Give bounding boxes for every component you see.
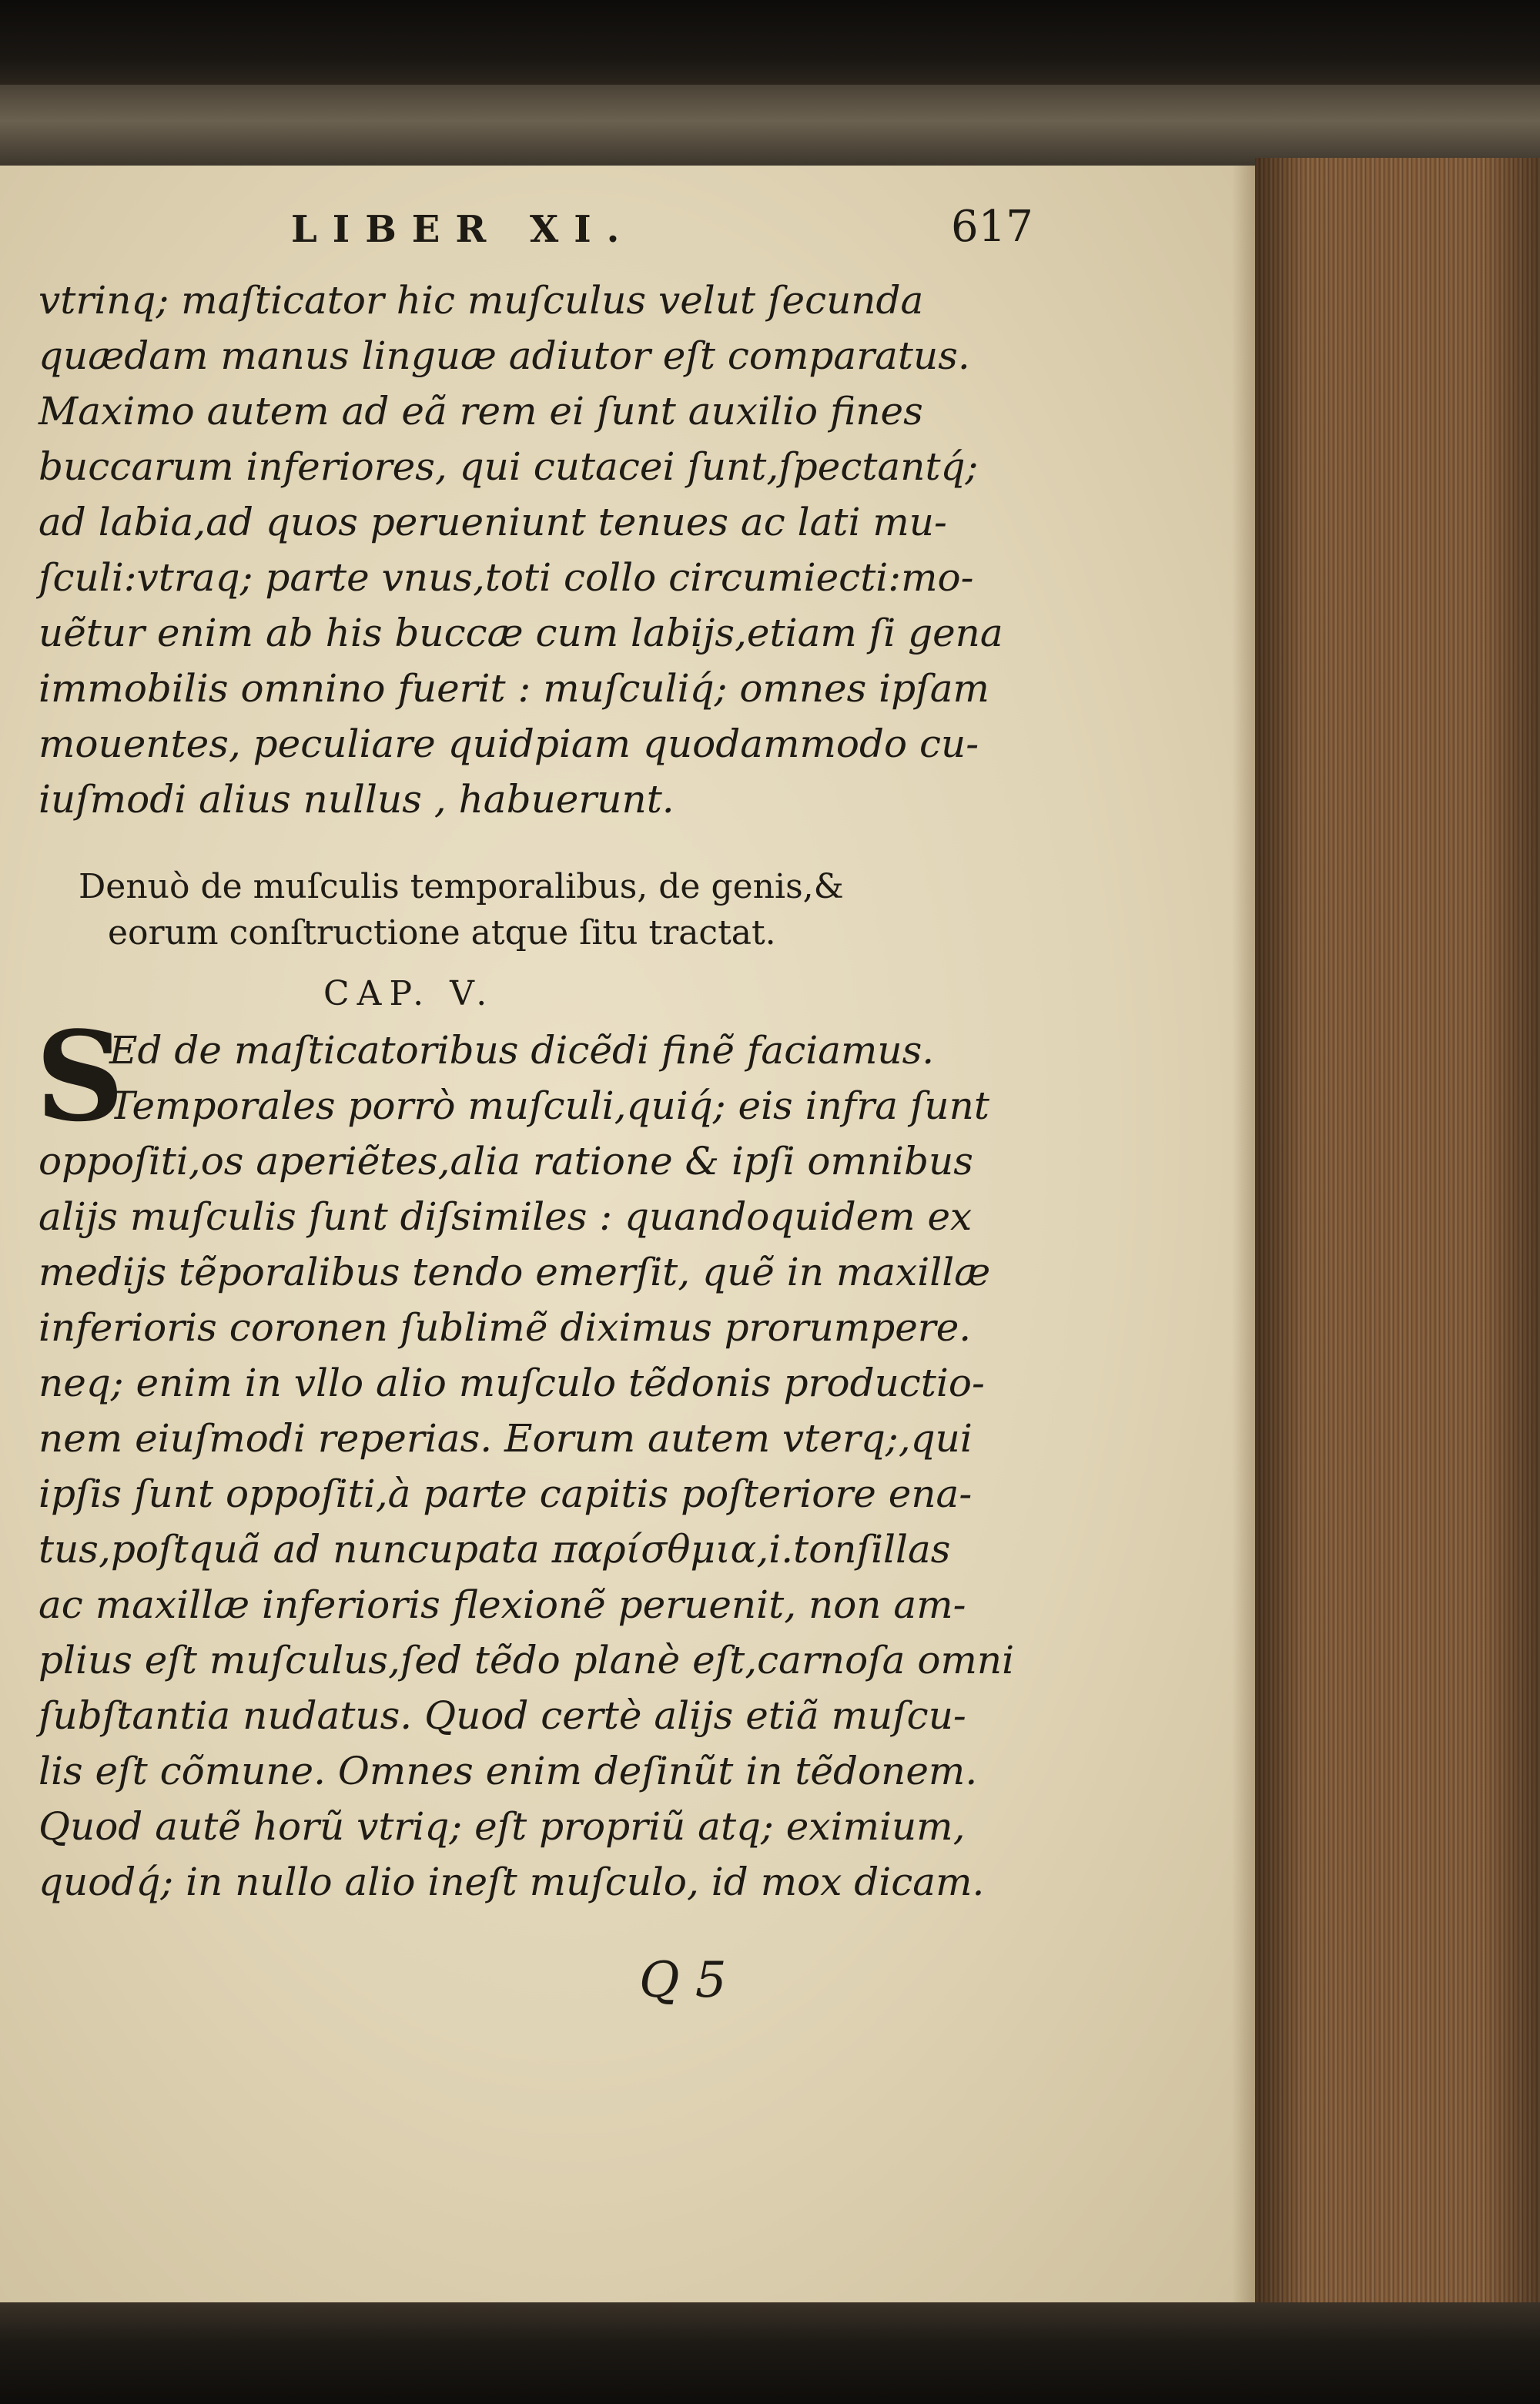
- page-number: 617: [951, 202, 1033, 252]
- text-line: lis eſt cõmune. Omnes enim deſinũt in tẽdonem.: [38, 1749, 978, 1793]
- text-line: alijs muſculis ſunt diſsimiles : quandoquidem ex: [38, 1194, 973, 1239]
- text-line: plius eſt muſculus,ſed tẽdo planè eſt,carnoſa omni: [38, 1638, 1015, 1682]
- text-line: iuſmodi alius nullus , habuerunt.: [38, 777, 675, 822]
- chapter-summary-line: eorum conſtructione atque ſitu tractat.: [108, 913, 776, 953]
- text-line: Ed de maſticatoribus dicẽdi finẽ faciamus.: [109, 1028, 935, 1073]
- background-bottom: [0, 2302, 1540, 2404]
- signature-mark: Q 5: [639, 1952, 727, 2009]
- text-line: immobilis omnino fuerit : muſculiq́; omnes ipſam: [38, 666, 989, 711]
- text-line: ac maxillæ inferioris flexionẽ peruenit, non am-: [38, 1582, 966, 1627]
- text-line: medijs tẽporalibus tendo emerſit, quẽ in maxillæ: [38, 1250, 991, 1294]
- text-line: ſubſtantia nudatus. Quod certè alijs etiã muſcu-: [38, 1693, 966, 1738]
- text-line: mouentes, peculiare quidpiam quodammodo cu-: [38, 722, 979, 766]
- book-board-top: [0, 85, 1540, 166]
- text-line: tus,poſtquã ad nuncupata παρίσθμια,i.tonſillas: [38, 1527, 951, 1572]
- text-line: oppoſiti,os aperiẽtes,alia ratione & ipſi omnibus: [38, 1139, 973, 1184]
- chapter-summary-line: Denuò de muſculis temporalibus, de genis,&: [79, 867, 844, 906]
- drop-capital: S: [35, 1004, 125, 1149]
- text-line: ipſis ſunt oppoſiti,à parte capitis poſteriore ena-: [38, 1472, 973, 1516]
- text-line: Temporales porrò muſculi,quiq́; eis infra ſunt: [109, 1083, 989, 1128]
- text-line: ad labia,ad quos perueniunt tenues ac lati mu-: [38, 500, 947, 544]
- text-line: buccarum inferiores, qui cutacei ſunt,ſpectantq́;: [38, 444, 979, 489]
- text-line: nem eiuſmodi reperias. Eorum autem vterq;,qui: [38, 1416, 973, 1461]
- background-top: [0, 0, 1540, 85]
- text-line: quædam manus linguæ adiutor eſt comparatus.: [38, 333, 970, 378]
- text-line: Maximo autem ad eã rem ei ſunt auxilio fines: [38, 389, 923, 434]
- chapter-heading: CAP. V.: [323, 974, 495, 1013]
- text-line: inferioris coronen ſublimẽ diximus prorumpere.: [38, 1305, 972, 1350]
- text-line: ſculi:vtraq; parte vnus,toti collo circumiecti:mo-: [38, 555, 974, 600]
- text-line: uẽtur enim ab his buccæ cum labijs,etiam ſi gena: [38, 611, 1003, 655]
- fore-edge-shade: [1255, 158, 1540, 2314]
- text-line: vtrinq; maſticator hic muſculus velut ſecunda: [38, 278, 924, 323]
- text-line: neq; enim in vllo alio muſculo tẽdonis productio-: [38, 1361, 985, 1405]
- text-line: Quod autẽ horũ vtriq; eſt propriũ atq; eximium,: [38, 1804, 966, 1849]
- running-head: LIBER XI.: [291, 208, 635, 251]
- text-line: quodq́; in nullo alio ineſt muſculo, id mox dicam.: [38, 1860, 985, 1904]
